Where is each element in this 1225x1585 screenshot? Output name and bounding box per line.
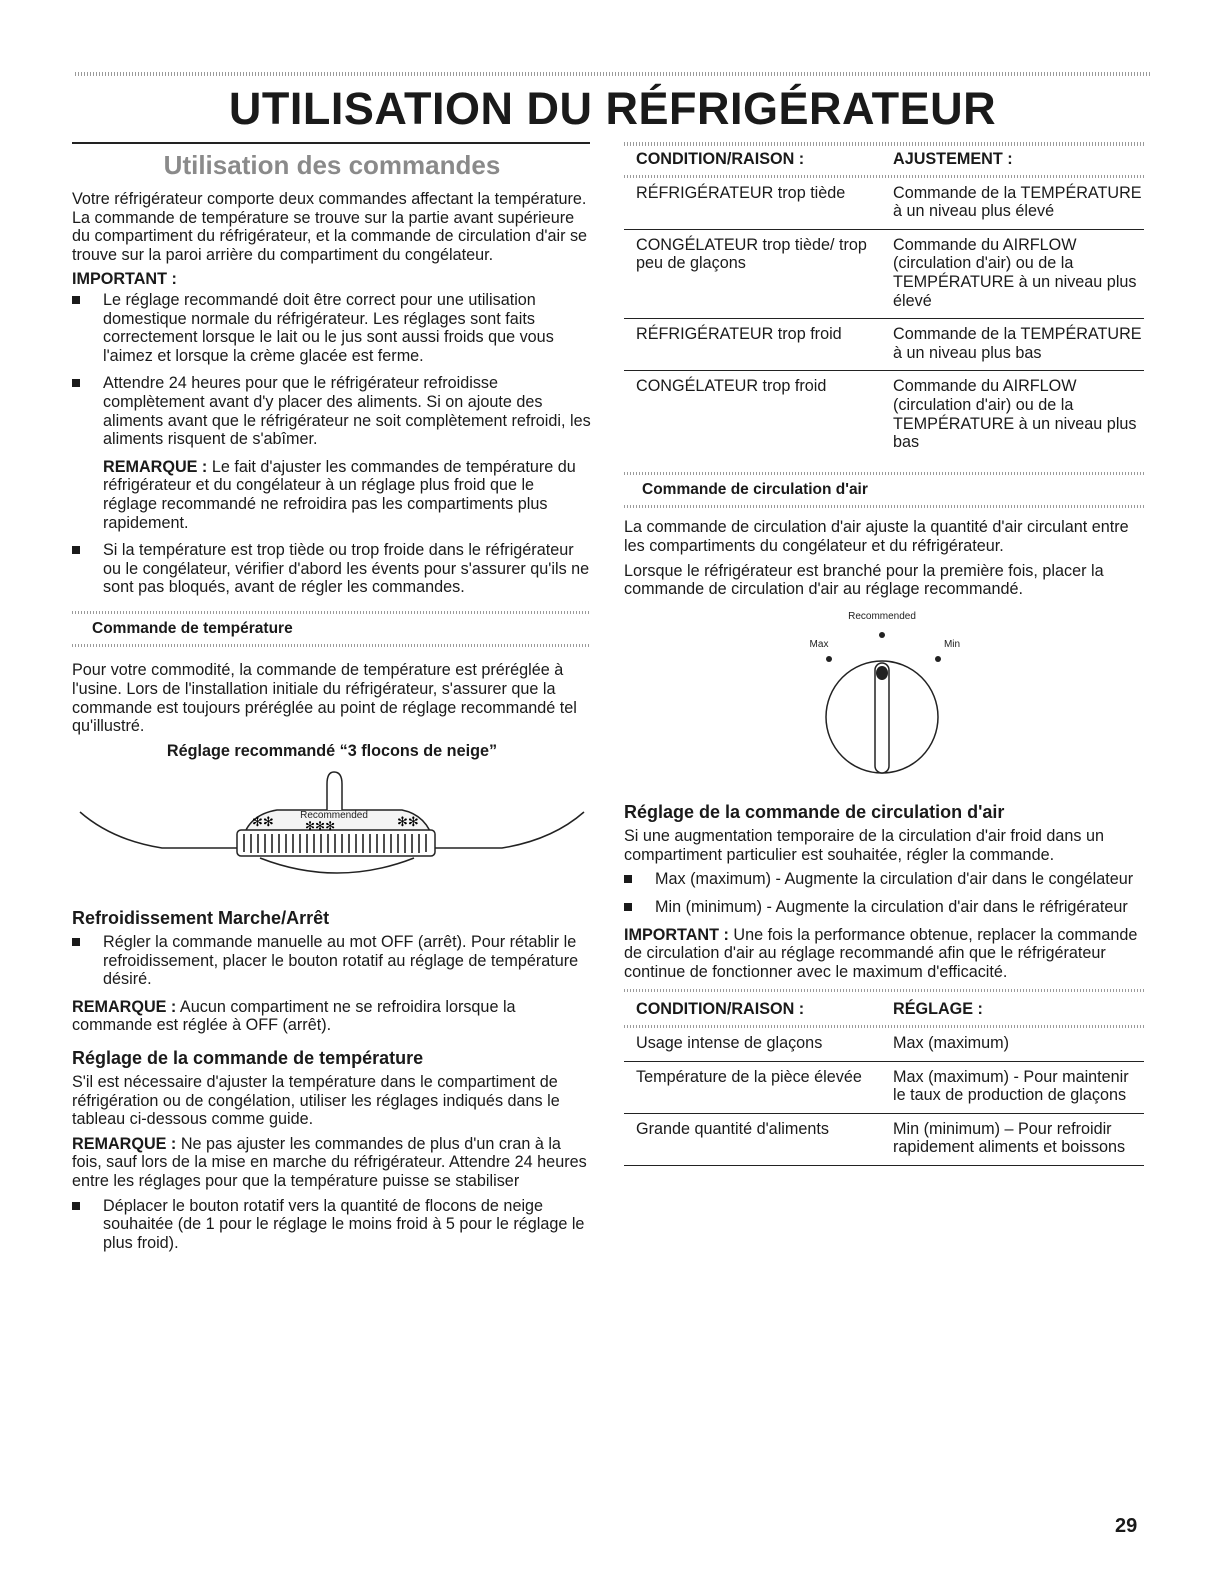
note-text: Aucun compartiment ne se refroidira lorsque la commande est réglée à OFF (arrêt). [72,997,516,1035]
table-cell: Min (minimum) – Pour refroidir rapidement aliments et boissons [881,1113,1144,1165]
temperature-adjust-table [624,150,1144,460]
adjust-text: S'il est nécessaire d'ajuster la température dans le compartiment de réfrigération ou de congélation, utiliser les réglages indiqués dans le tableau ci-dessous comme guide. [72,1073,560,1129]
snowflake-icon: ✻✻ [397,815,419,831]
snowflake-icon: ✻✻✻ [305,819,336,834]
top-hatch-bar [75,72,1150,76]
dial-recommended-label: Recommended [300,810,368,822]
header-hatch [624,175,1144,178]
temperature-dial-illustration [72,760,592,890]
list-item: Régler la commande manuelle au mot OFF (arrêt). Pour rétablir le refroidissement, placer le bouton rotatif au réglage de température désiré. [72,933,592,989]
shelf-line-left [80,812,237,848]
airflow-list [624,870,1144,916]
table-header-row [624,150,1144,175]
table-cell: Température de la pièce élevée [624,1061,881,1113]
list-item: Min (minimum) - Augmente la circulation d'air dans le réfrigérateur [624,898,1144,917]
note-label: REMARQUE : [72,1134,177,1153]
table-header: AJUSTEMENT : [893,150,1013,168]
airflow-adjust-text: Si une augmentation temporaire de la circulation d'air froid dans un compartiment particulier est souhaitée, régler la commande. [624,827,1105,864]
dial-base [260,858,414,873]
table-header-row [624,1000,1144,1025]
subhead-hatch [72,611,590,614]
table-row [624,1028,1144,1061]
snowflake-icon: ✻✻ [252,815,274,831]
note-text: Ne pas ajuster les commandes de plus d'un cran à la fois, sauf lors de la mise en marche du réfrigérateur. Attendre 24 heures entre les réglages pour que la température puisse se stabiliser [72,1134,587,1190]
table-row [624,1061,1144,1113]
section-title: Utilisation des commandes [163,150,501,180]
subhead-hatch [72,644,590,647]
table-row [624,319,1144,371]
table-cell: Commande du AIRFLOW (circulation d'air) ou de la TEMPÉRATURE à un niveau plus bas [893,377,1137,452]
left-title-rule [72,142,590,144]
important-list [72,291,592,449]
table-row [624,1113,1144,1165]
table-cell: CONGÉLATEUR trop froid [636,377,827,396]
cooling-list [72,933,592,989]
dial-pointer-icon [327,772,342,810]
dial-min-label: Min [943,638,961,650]
recommended-dot [879,632,885,638]
important-label: IMPORTANT : [72,270,177,289]
table-cell: Max (maximum) - Pour maintenir le taux de production de glaçons [881,1061,1144,1113]
shelf-line-right [427,812,584,848]
page-number: 29 [1115,1515,1138,1537]
table-row [624,178,1144,230]
airflow-paragraph: La commande de circulation d'air ajuste la quantité d'air circulant entre les compartiments du congélateur et du réfrigérateur. [624,518,1129,555]
important-paragraph [624,926,1144,982]
min-dot [935,656,941,662]
table-header: CONDITION/RAISON : [636,150,805,168]
table-header: CONDITION/RAISON : [636,1000,805,1019]
note-paragraph [72,1135,592,1191]
table1-top-hatch [624,142,1144,146]
table-cell: Max (maximum) [881,1028,1144,1061]
table-cell: Commande du AIRFLOW (circulation d'air) ou de la TEMPÉRATURE à un niveau plus élevé [881,229,1144,318]
note-block [72,458,592,532]
adjust-list [72,1197,592,1253]
table2-top-hatch [624,989,1144,992]
list-item: Si la température est trop tiède ou trop froide dans le réfrigérateur ou le congélateur, vérifier d'abord les évents pour s'assurer qu'ils ne sont pas bloqués, avant de régler les commandes. [72,541,592,597]
intro-paragraph: Votre réfrigérateur comporte deux commandes affectant la température. La commande de température se trouve sur la partie avant supérieure du compartiment du réfrigérateur, et la commande de circulation d'air se trouve sur la paroi arrière du compartiment du congélateur. [72,190,588,264]
recommended-caption: Réglage recommandé “3 flocons de neige” [166,741,498,760]
note-text: Le fait d'ajuster les commandes de température du réfrigérateur et du congélateur à un réglage plus froid que le réglage recommandé ne refroidira pas les compartiments plus rapidement. [103,457,576,532]
list-item: Déplacer le bouton rotatif vers la quantité de flocons de neige souhaitée (de 1 pour le réglage le moins froid à 5 pour le réglage le plus froid). [72,1197,592,1253]
list-item: Max (maximum) - Augmente la circulation d'air dans le congélateur [624,870,1144,889]
table-row [624,371,1144,460]
table-header: RÉGLAGE : [893,1000,983,1019]
cooling-title: Refroidissement Marche/Arrêt [72,908,330,929]
dial-max-label: Max [809,638,829,650]
table-row [624,229,1144,318]
airflow-adjust-table [624,1000,1144,1166]
list-item: Attendre 24 heures pour que le réfrigérateur refroidisse complètement avant d'y placer des aliments. Si on ajoute des aliments avant que le réfrigérateur ne soit complètement refroidi, les aliments risquent de s'abîmer. [72,374,592,448]
note-paragraph [72,998,592,1035]
airflow-paragraph: Lorsque le réfrigérateur est branché pour la première fois, placer la commande de circulation d'air au réglage recommandé. [624,561,1104,599]
table-cell: Commande de la TEMPÉRATURE à un niveau plus bas [881,319,1144,371]
table-cell: Grande quantité d'aliments [624,1113,881,1165]
table-cell: Commande de la TEMPÉRATURE à un niveau plus élevé [881,178,1144,230]
table-cell: Usage intense de glaçons [624,1028,881,1061]
note-label: REMARQUE : [72,997,177,1016]
list-item: Le réglage recommandé doit être correct pour une utilisation domestique normale du réfrigérateur. Les réglages sont faits correctement lorsque le lait ou le jus sont aussi froids que vous l'aimez et lorsque la crème glacée est ferme. [72,291,592,365]
subhead-hatch [624,472,1144,475]
table-cell: RÉFRIGÉRATEUR trop tiède [624,178,881,230]
important-label: IMPORTANT : [624,925,729,944]
airflow-dial-illustration [624,605,1144,785]
max-dot [826,656,832,662]
right-column [624,150,1144,1166]
table-cell: CONGÉLATEUR trop tiède/ trop peu de glaçons [624,229,881,318]
note-label: REMARQUE : [103,457,208,476]
adjust-title: Réglage de la commande de température [72,1048,424,1068]
temp-control-title: Commande de température [92,619,293,637]
temp-control-text: Pour votre commodité, la commande de température est préréglée à l'usine. Lors de l'installation initiale du réfrigérateur, s'assurer que la commande est toujours préréglée au point de réglage recommandé tel qu'illustré. [72,661,577,736]
airflow-title: Commande de circulation d'air [642,480,868,498]
dial-indicator-icon [876,666,888,680]
left-column [72,150,592,1261]
important-list-2 [72,541,592,597]
important-text: Une fois la performance obtenue, replacer la commande de circulation d'air au réglage recommandé afin que le réfrigérateur continue de fonctionner avec le maximum d'efficacité. [624,925,1138,981]
dial-recommended-label: Recommended [848,610,916,622]
knob-ridges [244,834,426,853]
airflow-adjust-title: Réglage de la commande de circulation d'air [624,802,1005,823]
table-cell: RÉFRIGÉRATEUR trop froid [624,319,881,371]
header-hatch [624,1025,1144,1028]
subhead-hatch [624,505,1144,508]
page-title: UTILISATION DU RÉFRIGÉRATEUR [228,83,997,134]
